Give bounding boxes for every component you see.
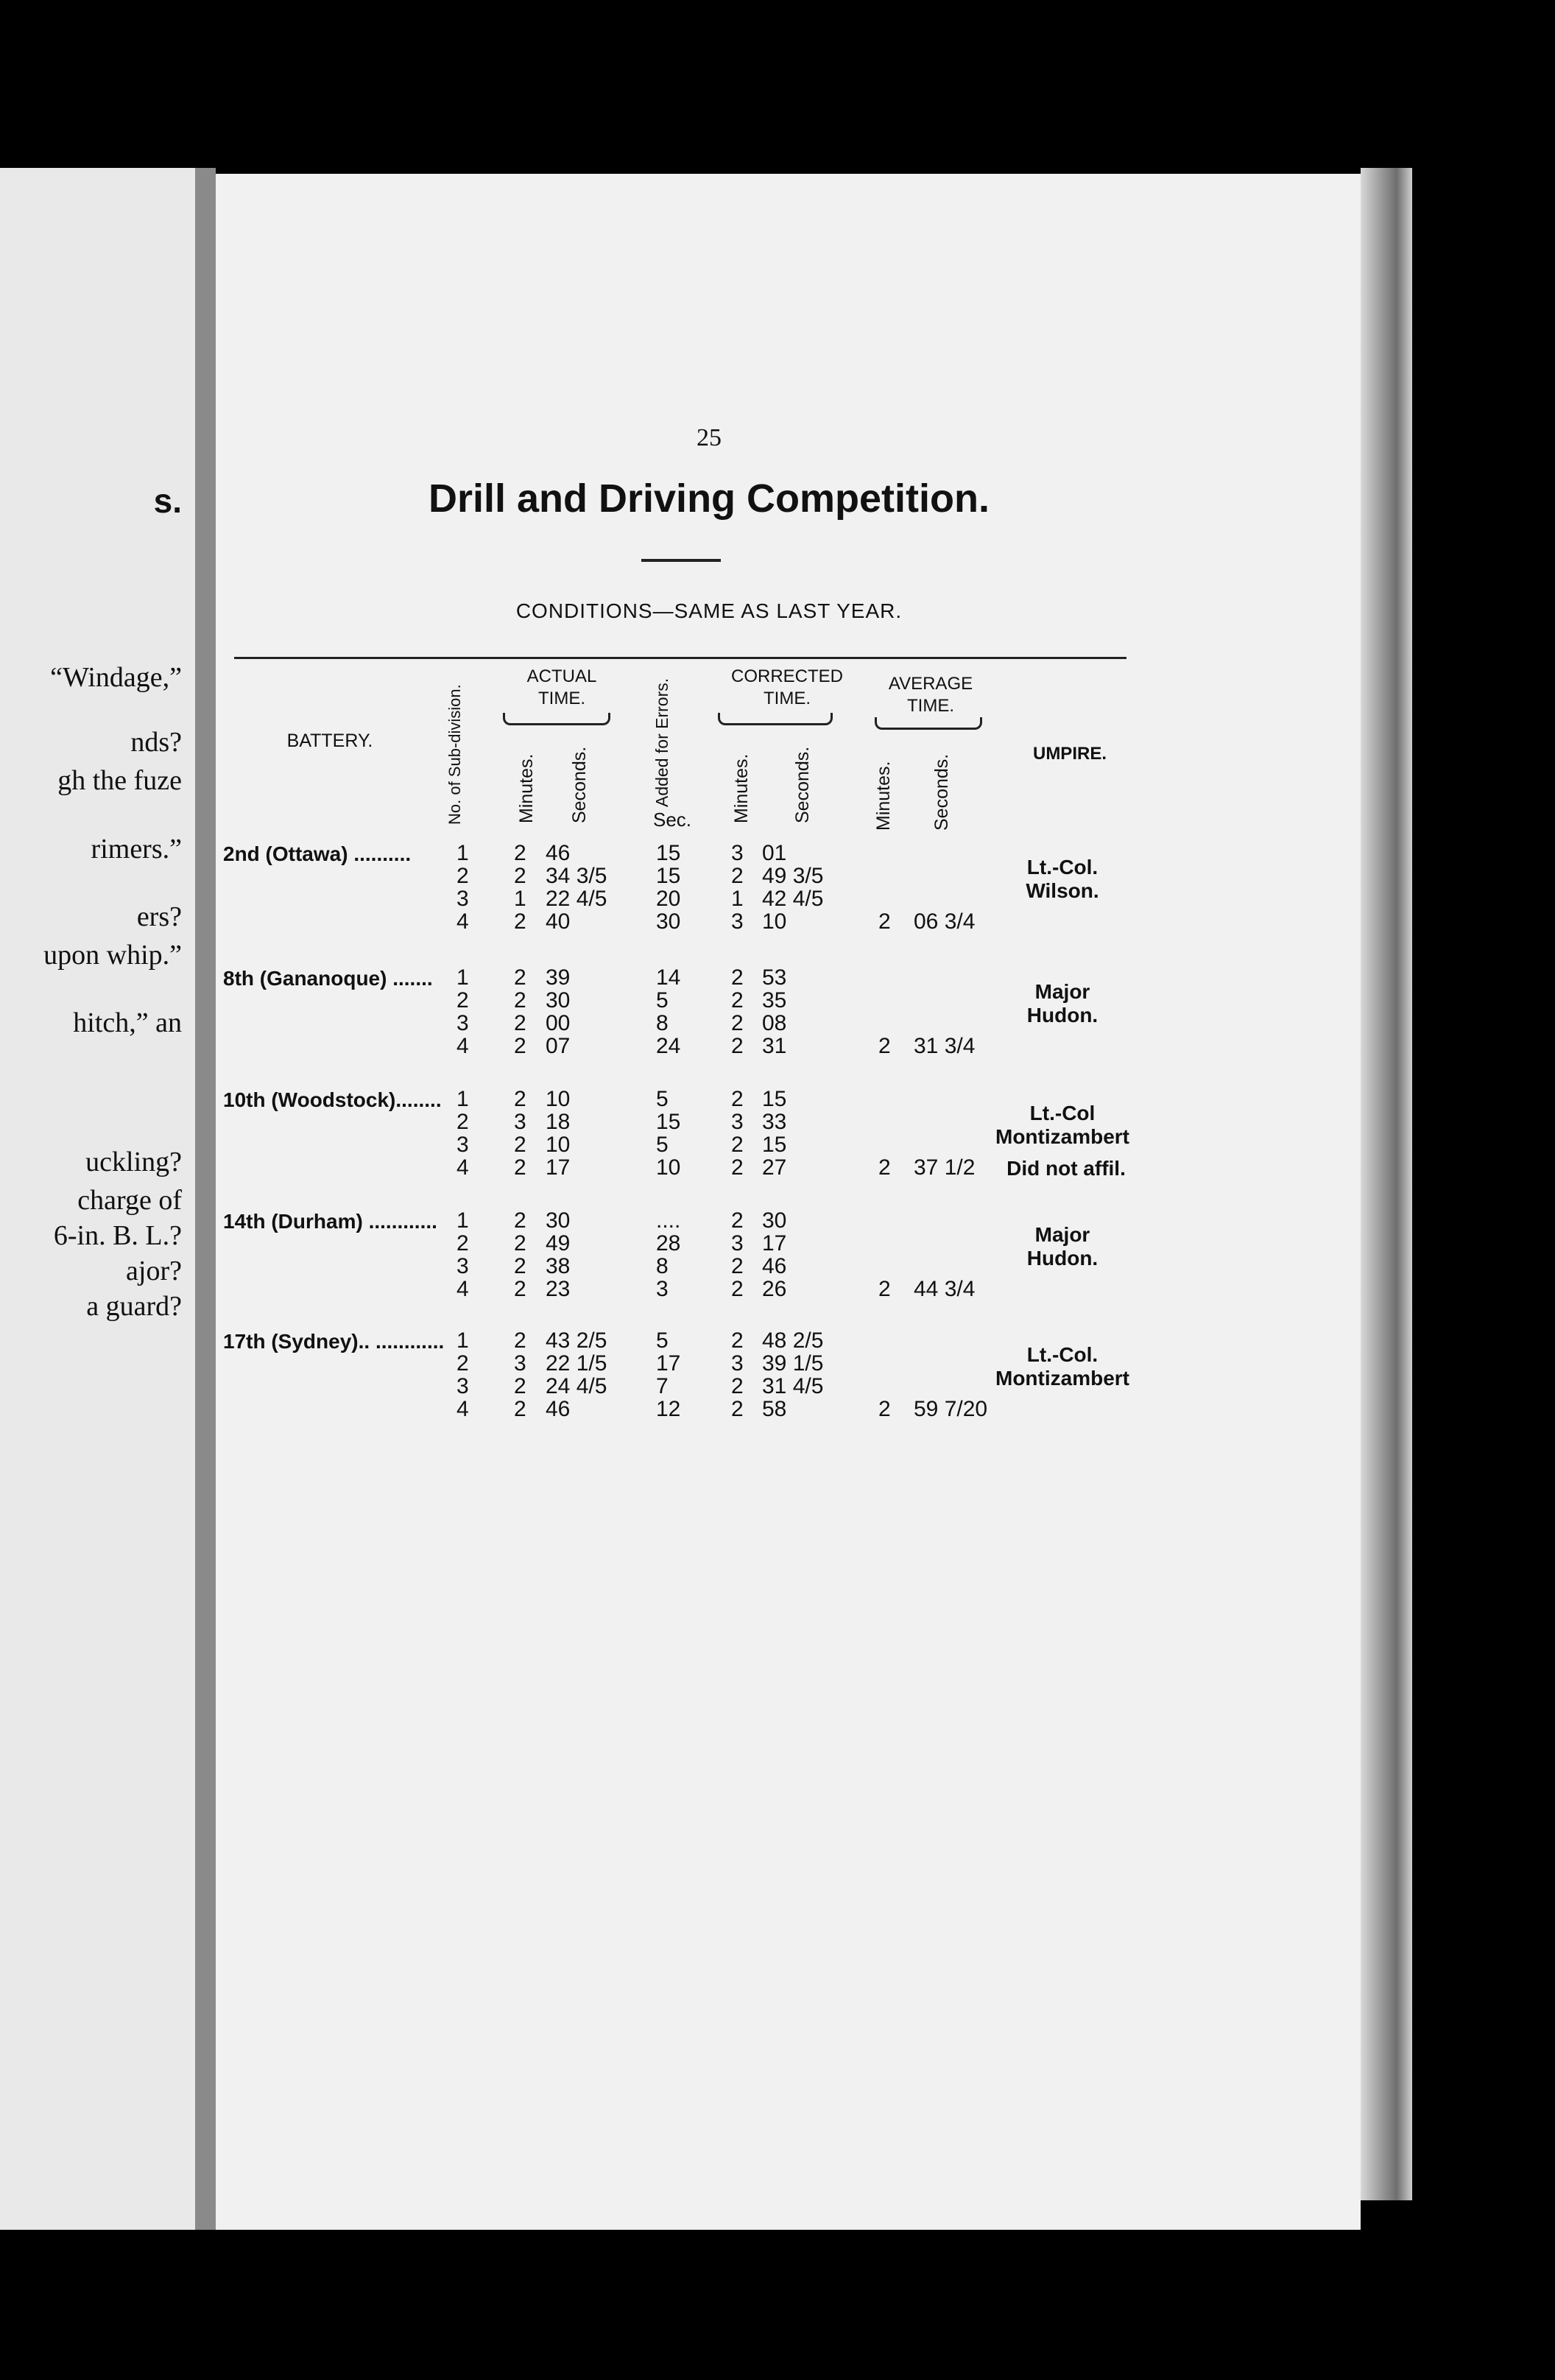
title-rule xyxy=(641,559,721,562)
sec-header: Sec. xyxy=(652,809,692,831)
page-number: 25 xyxy=(697,424,722,451)
cell-sub: 1 xyxy=(456,1087,469,1111)
page-title: Drill and Driving Competition. xyxy=(428,476,990,521)
cell-as: 18 xyxy=(546,1110,571,1134)
battery-name: 14th (Durham) ............ xyxy=(223,1210,437,1233)
cell-cs: 31 xyxy=(762,1034,787,1058)
cell-as: 34 3/5 xyxy=(546,864,607,888)
cell-cs: 26 xyxy=(762,1277,787,1301)
cell-sub: 4 xyxy=(456,1034,469,1058)
cell-err: 10 xyxy=(656,1155,681,1180)
actual-time-brace xyxy=(503,713,610,725)
cell-err: 12 xyxy=(656,1397,681,1421)
table-top-rule xyxy=(234,657,1126,659)
table-row xyxy=(216,1374,1173,1396)
cell-err: 7 xyxy=(656,1374,669,1398)
corrected-seconds-header: Seconds. xyxy=(792,746,813,823)
cell-cs: 39 1/5 xyxy=(762,1351,824,1376)
average-seconds-header: Seconds. xyxy=(931,753,952,831)
cell-as: 43 2/5 xyxy=(546,1328,607,1353)
table-row xyxy=(216,1351,1173,1376)
cell-sub: 3 xyxy=(456,887,469,911)
cell-sub: 3 xyxy=(456,1133,469,1157)
cell-sub: 2 xyxy=(456,1110,469,1134)
cell-cm: 3 xyxy=(731,841,744,865)
table-row xyxy=(216,1133,1173,1155)
cell-as: 10 xyxy=(546,1087,571,1111)
left-page-line: ajor? xyxy=(126,1256,182,1286)
cell-err: 8 xyxy=(656,1254,669,1278)
cell-avm: 2 xyxy=(878,909,891,934)
cell-avs: 59 7/20 xyxy=(914,1397,988,1421)
added-for-errors-header: Added for Errors. xyxy=(652,677,671,807)
table-row xyxy=(216,1231,1173,1256)
cell-cs: 10 xyxy=(762,909,787,934)
cell-err: 15 xyxy=(656,864,681,888)
cell-sub: 4 xyxy=(456,1155,469,1180)
average-time-brace xyxy=(875,717,982,730)
cell-err: 15 xyxy=(656,841,681,865)
cell-cm: 2 xyxy=(731,1254,744,1278)
cell-am: 2 xyxy=(514,1231,526,1256)
cell-as: 24 4/5 xyxy=(546,1374,607,1398)
cell-avm: 2 xyxy=(878,1397,891,1421)
cell-am: 2 xyxy=(514,1254,526,1278)
cell-am: 2 xyxy=(514,1397,526,1421)
cell-am: 2 xyxy=(514,1328,526,1353)
cell-as: 17 xyxy=(546,1155,571,1180)
table-row xyxy=(216,887,1173,909)
cell-cm: 2 xyxy=(731,1034,744,1058)
cell-as: 46 xyxy=(546,1397,571,1421)
cell-err: 14 xyxy=(656,965,681,990)
cell-as: 30 xyxy=(546,1208,571,1233)
table-row xyxy=(216,965,1173,990)
table-row xyxy=(216,1155,1173,1180)
cell-sub: 4 xyxy=(456,1397,469,1421)
cell-avm: 2 xyxy=(878,1277,891,1301)
cell-cs: 27 xyxy=(762,1155,787,1180)
cell-as: 00 xyxy=(546,1011,571,1035)
left-page-line: 6-in. B. L.? xyxy=(53,1220,182,1251)
table-row xyxy=(216,1011,1173,1033)
cell-cs: 58 xyxy=(762,1397,787,1421)
cell-err: 30 xyxy=(656,909,681,934)
umpire-line: Lt.-Col xyxy=(1029,1102,1096,1124)
cell-am: 2 xyxy=(514,1011,526,1035)
cell-am: 2 xyxy=(514,965,526,990)
cell-am: 2 xyxy=(514,1374,526,1398)
cell-sub: 2 xyxy=(456,1351,469,1376)
cell-cm: 3 xyxy=(731,1231,744,1256)
cell-cs: 30 xyxy=(762,1208,787,1233)
umpire-line: Lt.-Col. xyxy=(1026,856,1099,879)
cell-am: 2 xyxy=(514,1277,526,1301)
battery-name: 8th (Gananoque) ....... xyxy=(223,967,433,990)
cell-cs: 33 xyxy=(762,1110,787,1134)
cell-cm: 2 xyxy=(731,1397,744,1421)
cell-cm: 3 xyxy=(731,1351,744,1376)
cell-am: 1 xyxy=(514,887,526,911)
battery-name: 2nd (Ottawa) .......... xyxy=(223,842,412,865)
umpire-line: Major xyxy=(1034,1223,1090,1246)
table-row xyxy=(216,1277,1173,1299)
cell-err: 24 xyxy=(656,1034,681,1058)
page-edge xyxy=(1361,168,1412,2200)
battery-name: 10th (Woodstock)........ xyxy=(223,1088,442,1111)
cell-err: 5 xyxy=(656,1133,669,1157)
cell-am: 2 xyxy=(514,841,526,865)
cell-err: .... xyxy=(656,1208,681,1233)
cell-cm: 2 xyxy=(731,988,744,1013)
cell-cm: 2 xyxy=(731,1133,744,1157)
table-row xyxy=(216,1034,1173,1056)
cell-cs: 48 2/5 xyxy=(762,1328,824,1353)
cell-as: 30 xyxy=(546,988,571,1013)
cell-avm: 2 xyxy=(878,1155,891,1180)
cell-err: 17 xyxy=(656,1351,681,1376)
cell-avs: 06 3/4 xyxy=(914,909,976,934)
cell-err: 15 xyxy=(656,1110,681,1134)
cell-sub: 1 xyxy=(456,841,469,865)
cell-cs: 46 xyxy=(762,1254,787,1278)
cell-cs: 49 3/5 xyxy=(762,864,824,888)
cell-cm: 2 xyxy=(731,1087,744,1111)
table-row xyxy=(216,841,1173,863)
cell-cm: 1 xyxy=(731,887,744,911)
table-row xyxy=(216,1328,1173,1351)
left-page-line: uckling? xyxy=(85,1147,182,1177)
cell-cm: 3 xyxy=(731,909,744,934)
left-page-line: hitch,” an xyxy=(73,1007,182,1038)
cell-cs: 53 xyxy=(762,965,787,990)
cell-cs: 08 xyxy=(762,1011,787,1035)
battery-name: 17th (Sydney).. ............ xyxy=(223,1330,445,1353)
cell-am: 2 xyxy=(514,1133,526,1157)
left-page-line: gh the fuze xyxy=(57,765,182,796)
cell-as: 46 xyxy=(546,841,571,865)
cell-cs: 35 xyxy=(762,988,787,1013)
cell-cs: 15 xyxy=(762,1133,787,1157)
cell-am: 3 xyxy=(514,1110,526,1134)
cell-avs: 37 1/2 xyxy=(914,1155,976,1180)
left-page-line: rimers.” xyxy=(91,834,182,865)
cell-am: 2 xyxy=(514,1155,526,1180)
table-row xyxy=(216,1087,1173,1109)
cell-sub: 3 xyxy=(456,1011,469,1035)
cell-as: 49 xyxy=(546,1231,571,1256)
cell-cm: 2 xyxy=(731,1328,744,1353)
table-row xyxy=(216,864,1173,886)
cell-sub: 3 xyxy=(456,1374,469,1398)
corrected-time-brace xyxy=(718,713,833,725)
actual-time-header: ACTUAL TIME. xyxy=(526,666,597,708)
cell-err: 28 xyxy=(656,1231,681,1256)
cell-am: 2 xyxy=(514,864,526,888)
average-minutes-header: Minutes. xyxy=(873,761,894,831)
umpire-line: Hudon. xyxy=(1026,1004,1099,1027)
battery-header: BATTERY. xyxy=(286,730,373,751)
cell-am: 2 xyxy=(514,1087,526,1111)
cell-am: 2 xyxy=(514,1034,526,1058)
cell-sub: 4 xyxy=(456,909,469,934)
umpire-line: Major xyxy=(1034,980,1090,1003)
cell-as: 22 1/5 xyxy=(546,1351,607,1376)
left-page-line: ers? xyxy=(136,901,182,932)
cell-as: 22 4/5 xyxy=(546,887,607,911)
cell-cs: 31 4/5 xyxy=(762,1374,824,1398)
umpire-line: Lt.-Col. xyxy=(1026,1343,1099,1366)
cell-cm: 2 xyxy=(731,1208,744,1233)
left-page-line: “Windage,” xyxy=(50,662,182,693)
cell-am: 3 xyxy=(514,1351,526,1376)
cell-avs: 44 3/4 xyxy=(914,1277,976,1301)
cell-am: 2 xyxy=(514,909,526,934)
cell-as: 07 xyxy=(546,1034,571,1058)
cell-avm: 2 xyxy=(878,1034,891,1058)
cell-avs: 31 3/4 xyxy=(914,1034,976,1058)
cell-err: 5 xyxy=(656,988,669,1013)
table-row xyxy=(216,1397,1173,1419)
cell-cm: 2 xyxy=(731,1277,744,1301)
cell-sub: 2 xyxy=(456,1231,469,1256)
cell-err: 20 xyxy=(656,887,681,911)
affiliation-note: Did not affil. xyxy=(1006,1157,1126,1180)
table-row xyxy=(216,909,1173,932)
actual-seconds-header: Seconds. xyxy=(569,746,590,823)
cell-cm: 2 xyxy=(731,1155,744,1180)
right-page xyxy=(216,174,1361,2230)
left-page xyxy=(0,168,202,2230)
cell-as: 38 xyxy=(546,1254,571,1278)
cell-cs: 42 4/5 xyxy=(762,887,824,911)
cell-cs: 15 xyxy=(762,1087,787,1111)
umpire-line: Hudon. xyxy=(1026,1247,1099,1270)
book-gutter xyxy=(195,168,216,2230)
table-row xyxy=(216,1208,1173,1231)
corrected-time-header: CORRECTED TIME. xyxy=(730,666,843,708)
table-row xyxy=(216,988,1173,1013)
average-time-header: AVERAGE TIME. xyxy=(888,674,973,716)
left-page-line: nds? xyxy=(130,727,182,758)
left-page-line: charge of xyxy=(77,1185,182,1216)
subdivision-header: No. of Sub-division. xyxy=(445,684,464,825)
cell-sub: 1 xyxy=(456,1328,469,1353)
cell-cm: 3 xyxy=(731,1110,744,1134)
cell-cm: 2 xyxy=(731,1374,744,1398)
cell-as: 23 xyxy=(546,1277,571,1301)
cell-sub: 1 xyxy=(456,965,469,990)
cell-sub: 1 xyxy=(456,1208,469,1233)
cell-err: 5 xyxy=(656,1328,669,1353)
cell-as: 40 xyxy=(546,909,571,934)
cell-err: 3 xyxy=(656,1277,669,1301)
cell-sub: 3 xyxy=(456,1254,469,1278)
umpire-line: Montizambert xyxy=(995,1367,1129,1390)
umpire-line: Wilson. xyxy=(1026,879,1099,902)
cell-err: 8 xyxy=(656,1011,669,1035)
umpire-header: UMPIRE. xyxy=(1032,744,1107,764)
left-page-line: upon whip.” xyxy=(43,940,182,971)
cell-cs: 17 xyxy=(762,1231,787,1256)
cell-cs: 01 xyxy=(762,841,787,865)
actual-minutes-header: Minutes. xyxy=(516,753,537,823)
cell-as: 39 xyxy=(546,965,571,990)
corrected-minutes-header: Minutes. xyxy=(731,753,752,823)
cell-cm: 2 xyxy=(731,965,744,990)
umpire-line: Montizambert xyxy=(995,1125,1129,1148)
left-page-line: s. xyxy=(153,482,182,520)
cell-cm: 2 xyxy=(731,1011,744,1035)
table-row xyxy=(216,1254,1173,1276)
cell-err: 5 xyxy=(656,1087,669,1111)
left-page-line: a guard? xyxy=(86,1291,182,1322)
cell-am: 2 xyxy=(514,988,526,1013)
cell-sub: 2 xyxy=(456,864,469,888)
cell-sub: 2 xyxy=(456,988,469,1013)
cell-am: 2 xyxy=(514,1208,526,1233)
table-row xyxy=(216,1110,1173,1132)
cell-as: 10 xyxy=(546,1133,571,1157)
cell-sub: 4 xyxy=(456,1277,469,1301)
conditions-line: CONDITIONS—SAME AS LAST YEAR. xyxy=(515,599,903,622)
cell-cm: 2 xyxy=(731,864,744,888)
